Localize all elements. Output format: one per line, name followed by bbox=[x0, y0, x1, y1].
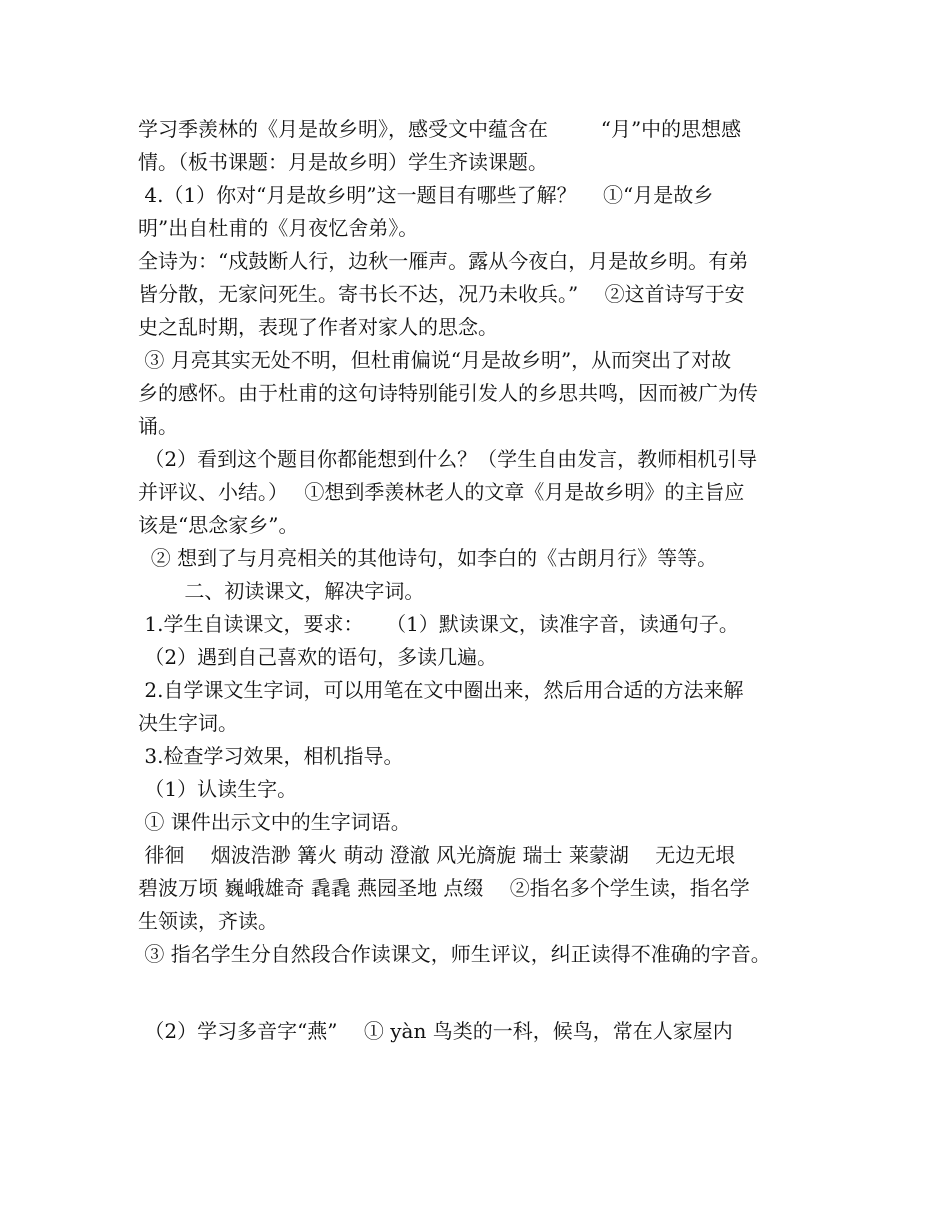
text-line: ③ 指名学生分自然段合作读课文，师生评议，纠正读得不准确的字音。 bbox=[138, 942, 771, 966]
text-line: 皆分散，无家问死生。寄书长不达，况乃未收兵。” ②这首诗写于安 bbox=[138, 282, 745, 306]
text-line: 4.（1）你对“月是故乡明”这一题目有哪些了解？ ①“月是故乡 bbox=[138, 183, 714, 207]
text-line: 2.自学课文生字词，可以用笔在文中圈出来，然后用合适的方法来解 bbox=[138, 678, 744, 702]
text-line: 明”出自杜甫的《月夜忆舍弟》。 bbox=[138, 216, 419, 240]
text-line: 全诗为：“戍鼓断人行，边秋一雁声。露从今夜白，月是故乡明。有弟 bbox=[138, 249, 749, 273]
text-line: （2）看到这个题目你都能想到什么？（学生自由发言，教师相机引导 bbox=[138, 447, 758, 471]
section-heading: 二、初读课文，解决字词。 bbox=[138, 579, 425, 603]
text-line: 决生字词。 bbox=[138, 711, 238, 735]
text-line: 生领读，齐读。 bbox=[138, 909, 278, 933]
text-line: （1）认读生字。 bbox=[138, 777, 298, 801]
text-line: 诵。 bbox=[138, 414, 178, 438]
text-line: 史之乱时期，表现了作者对家人的思念。 bbox=[138, 315, 498, 339]
text-line: ② 想到了与月亮相关的其他诗句，如李白的《古朗月行》等等。 bbox=[138, 546, 718, 570]
text-line: ① 课件出示文中的生字词语。 bbox=[138, 810, 411, 834]
text-line: 学习季羡林的《月是故乡明》，感受文中蕴含在 “月”中的思想感 bbox=[138, 117, 742, 141]
text-line: 该是“思念家乡”。 bbox=[138, 513, 299, 537]
document-body bbox=[138, 113, 838, 1048]
text-line: 乡的感怀。由于杜甫的这句诗特别能引发人的乡思共鸣，因而被广为传 bbox=[138, 381, 758, 405]
text-line: 情。（板书课题：月是故乡明）学生齐读课题。 bbox=[138, 150, 548, 174]
vocabulary-line: 碧波万顷 巍峨雄奇 毳毳 燕园圣地 点缀 ②指名多个学生读，指名学 bbox=[138, 876, 750, 900]
vocabulary-line: 徘徊 烟波浩渺 篝火 萌动 澄澈 风光旖旎 瑞士 莱蒙湖 无边无垠 bbox=[138, 843, 736, 867]
text-line: 1.学生自读课文，要求： （1）默读课文，读准字音，读通句子。 bbox=[138, 612, 739, 636]
text-line: 并评议、小结。） ①想到季羡林老人的文章《月是故乡明》的主旨应 bbox=[138, 480, 745, 504]
text-line: 3.检查学习效果，相机指导。 bbox=[138, 744, 404, 768]
blank-line bbox=[138, 971, 838, 1015]
text-line: ③ 月亮其实无处不明，但杜甫偏说“月是故乡明”，从而突出了对故 bbox=[138, 348, 732, 372]
text-line: （2）学习多音字“燕” ① yàn 鸟类的一科，候鸟，常在人家屋内 bbox=[138, 1019, 733, 1043]
text-line: （2）遇到自己喜欢的语句，多读几遍。 bbox=[138, 645, 498, 669]
